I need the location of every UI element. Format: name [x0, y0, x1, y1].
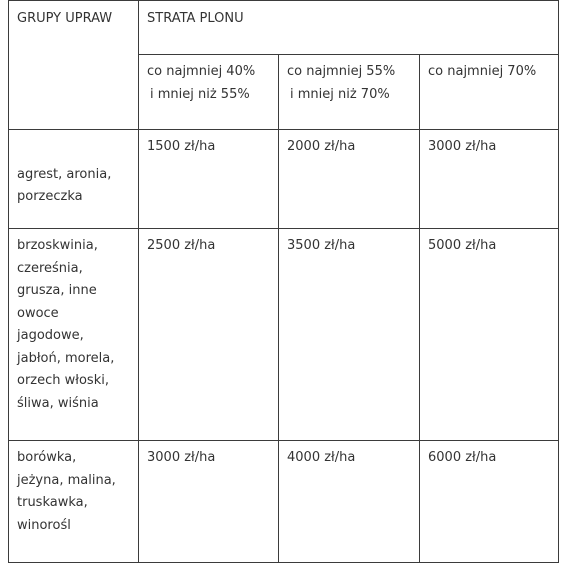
group-line: winorośl: [17, 517, 71, 533]
value-text: 4000 zł/ha: [287, 450, 356, 465]
group-line: owoce: [17, 305, 59, 321]
group-column-header: [9, 1, 139, 130]
value-cell: [139, 441, 279, 563]
group-line: porzeczka: [17, 189, 83, 204]
group-cell: [9, 441, 139, 563]
group-cell: [9, 229, 139, 441]
value-text: 5000 zł/ha: [428, 238, 497, 253]
value-cell: [279, 441, 420, 563]
group-line: jeżyna, malina,: [17, 472, 116, 488]
value-text: 3000 zł/ha: [428, 139, 497, 154]
crop-loss-table: [8, 0, 559, 563]
header-row: [9, 1, 559, 55]
group-line: brzoskwinia,: [17, 238, 98, 253]
group-cell: [9, 130, 139, 229]
table-row: [9, 441, 559, 563]
subheader-55-70-line-1: co najmniej 55%: [287, 64, 396, 79]
value-cell: [279, 229, 420, 441]
loss-column-header: [139, 1, 559, 55]
value-text: 1500 zł/ha: [147, 139, 216, 154]
loss-column-label: STRATA PLONU: [147, 11, 244, 26]
value-text: 2500 zł/ha: [147, 238, 216, 253]
subheader-70-line-1: co najmniej 70%: [428, 64, 537, 79]
value-text: 6000 zł/ha: [428, 450, 497, 465]
value-text: 2000 zł/ha: [287, 139, 356, 154]
value-text: 3000 zł/ha: [147, 450, 216, 465]
subheader-55-70-line-2: i mniej niż 70%: [290, 86, 390, 102]
subheader-40-55-line-2: i mniej niż 55%: [150, 86, 250, 102]
group-line: orzech włoski,: [17, 373, 109, 388]
value-cell: [420, 130, 559, 229]
value-cell: [420, 441, 559, 563]
group-line: agrest, aronia,: [17, 166, 112, 182]
value-text: 3500 zł/ha: [287, 238, 356, 253]
subheader-40-55: [139, 55, 279, 130]
value-cell: [139, 229, 279, 441]
group-line: borówka,: [17, 450, 77, 465]
group-line: jabłoń, morela,: [17, 350, 115, 366]
table-row: [9, 229, 559, 441]
group-line: grusza, inne: [17, 283, 97, 298]
subheader-55-70: [279, 55, 420, 130]
subheader-70: [420, 55, 559, 130]
group-line: czereśnia,: [17, 260, 83, 276]
value-cell: [279, 130, 420, 229]
group-line: jagodowe,: [17, 328, 84, 343]
table-row: [9, 130, 559, 229]
value-cell: [139, 130, 279, 229]
value-cell: [420, 229, 559, 441]
group-column-label: GRUPY UPRAW: [17, 11, 113, 26]
group-line: śliwa, wiśnia: [17, 395, 99, 411]
group-line: truskawka,: [17, 495, 88, 510]
subheader-40-55-line-1: co najmniej 40%: [147, 64, 256, 79]
